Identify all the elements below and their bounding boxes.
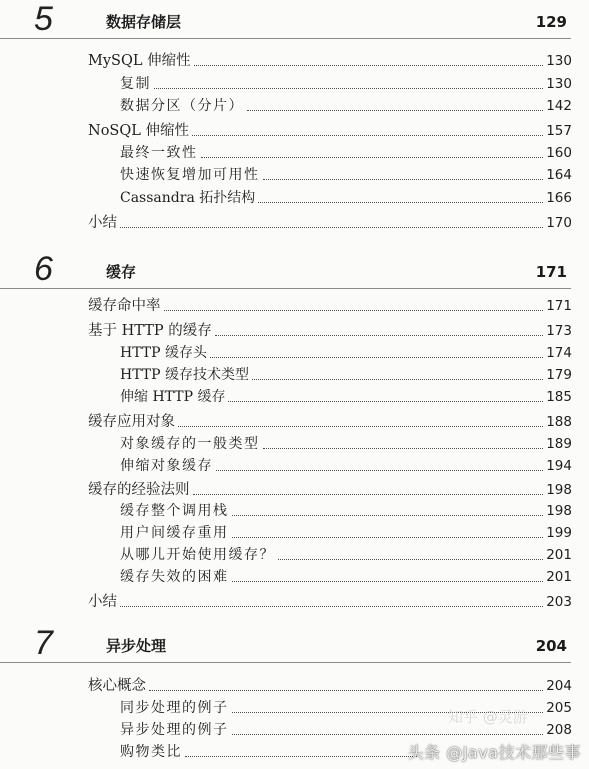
dot-leader [193,494,544,495]
toc-entry-page: 142 [546,98,572,114]
toc-entry-label: 用户间缓存重用 [120,525,229,541]
dot-leader [216,470,543,471]
dot-leader [178,426,543,427]
toc-entry[interactable] [120,544,572,564]
toc-entry-page: 170 [546,215,572,231]
toc-entry[interactable] [88,320,572,340]
toc-entry-page: 130 [546,76,572,92]
chapter-title: 数据存储层 [106,13,182,31]
dot-leader [263,448,544,449]
toc-entry[interactable] [88,212,572,232]
chapter-7-header [0,624,589,672]
toc-entry[interactable] [88,295,572,315]
toc-entry-label: 小结 [88,215,117,231]
toc-entry[interactable] [88,411,572,431]
chapter-rule [0,662,571,663]
toc-entry-page: 194 [546,458,572,474]
dot-leader [149,690,543,691]
dot-leader [201,157,544,158]
toc-entry-label: 复制 [120,76,151,92]
toc-entry-label: 缓存整个调用栈 [120,503,229,519]
chapter-title: 缓存 [106,263,137,281]
toc-entry-page: 166 [546,190,572,206]
toc-entry[interactable] [88,479,572,499]
toc-entry[interactable] [120,566,572,586]
toc-entry-page: 208 [546,722,572,738]
toc-entry-label: 数据分区（分片） [120,98,244,114]
chapter-number: 7 [34,624,53,662]
dot-leader [232,734,544,735]
chapter-title: 异步处理 [106,637,167,655]
chapter-number: 6 [34,250,53,288]
toc-entry[interactable] [120,95,572,115]
toc-entry-label: 最终一致性 [120,145,198,161]
toc-entry[interactable] [88,120,572,140]
dot-leader [228,401,543,402]
toc-entry-label: 核心概念 [88,678,146,694]
chapter-number: 5 [34,0,53,38]
toc-entry-label: 购物类比 [120,744,182,760]
chapter-5-header [0,0,589,48]
toc-entry-label: 对象缓存的一般类型 [120,436,260,452]
toc-entry[interactable] [120,741,420,761]
chapter-6-header [0,250,589,298]
dot-leader [263,179,544,180]
dot-leader [215,335,543,336]
faint-watermark: 知乎 @灵游 [448,708,528,726]
toc-entry-label: 缓存失效的困难 [120,569,229,585]
toc-entry-label: 小结 [88,594,117,610]
toc-entry-page: 185 [546,389,572,405]
toc-entry[interactable] [88,675,572,695]
toc-entry-page: 205 [546,700,572,716]
toc-entry[interactable] [120,342,572,362]
toc-entry-label: 伸缩 HTTP 缓存 [120,389,226,405]
dot-leader [194,65,544,66]
toc-entry[interactable] [88,50,572,70]
dot-leader [154,88,543,89]
toc-entry-page: 203 [546,594,572,610]
toc-entry-label: 缓存的经验法则 [88,482,190,498]
dot-leader [247,110,543,111]
toc-entry-label: 伸缩对象缓存 [120,458,213,474]
toc-entry-page: 164 [546,167,572,183]
toc-entry-page: 171 [546,298,572,314]
toc-entry-page: 174 [546,345,572,361]
toc-entry-label: 缓存应用对象 [88,414,175,430]
toc-entry[interactable] [120,455,572,475]
toc-entry-page: 198 [546,503,572,519]
toc-entry-page: 201 [546,547,572,563]
toc-entry-page: 198 [546,482,572,498]
toc-entry-label: MySQL 伸缩性 [88,53,191,69]
chapter-page: 204 [535,637,567,655]
toc-entry-label: 异步处理的例子 [120,722,229,738]
toc-entry[interactable] [120,500,572,520]
toc-entry[interactable] [120,73,572,93]
dot-leader [192,135,543,136]
toc-entry-label: HTTP 缓存技术类型 [120,367,250,383]
toc-entry-label: NoSQL 伸缩性 [88,123,189,139]
chapter-rule [0,38,571,39]
dot-leader [278,559,543,560]
toc-entry[interactable] [88,591,572,611]
toc-entry-label: 快速恢复增加可用性 [120,167,260,183]
toc-entry-page: 160 [546,145,572,161]
dot-leader [232,581,544,582]
dot-leader [185,756,417,757]
chapter-page: 171 [535,263,567,281]
toc-entry-label: 基于 HTTP 的缓存 [88,323,212,339]
toc-entry-page: 157 [546,123,572,139]
toc-entry[interactable] [120,187,572,207]
dot-leader [120,227,543,228]
toc-entry-page: 173 [546,323,572,339]
toc-entry-label: 缓存命中率 [88,298,161,314]
toc-entry-label: HTTP 缓存头 [120,345,208,361]
toc-entry[interactable] [120,386,572,406]
toc-entry-label: Cassandra 拓扑结构 [120,190,256,206]
dot-leader [232,537,544,538]
toc-entry-page: 130 [546,53,572,69]
toc-entry-page: 201 [546,569,572,585]
toc-entry[interactable] [120,364,572,384]
watermark: 头条 @Java技术那些事 [407,743,581,762]
toc-entry-label: 同步处理的例子 [120,700,229,716]
dot-leader [252,379,543,380]
dot-leader [164,310,544,311]
dot-leader [232,515,544,516]
dot-leader [258,202,543,203]
toc-entry-page: 188 [546,414,572,430]
dot-leader [210,357,543,358]
toc-entry[interactable] [120,522,572,542]
toc-entry-label: 从哪儿开始使用缓存？ [120,547,275,563]
toc-entry-page: 179 [546,367,572,383]
chapter-page: 129 [535,13,567,31]
toc-entry-page: 204 [546,678,572,694]
dot-leader [120,606,543,607]
toc-entry[interactable] [120,142,572,162]
toc-entry[interactable] [120,164,572,184]
toc-entry-page: 189 [546,436,572,452]
chapter-rule [0,288,571,289]
toc-entry[interactable] [120,433,572,453]
toc-entry-page: 199 [546,525,572,541]
